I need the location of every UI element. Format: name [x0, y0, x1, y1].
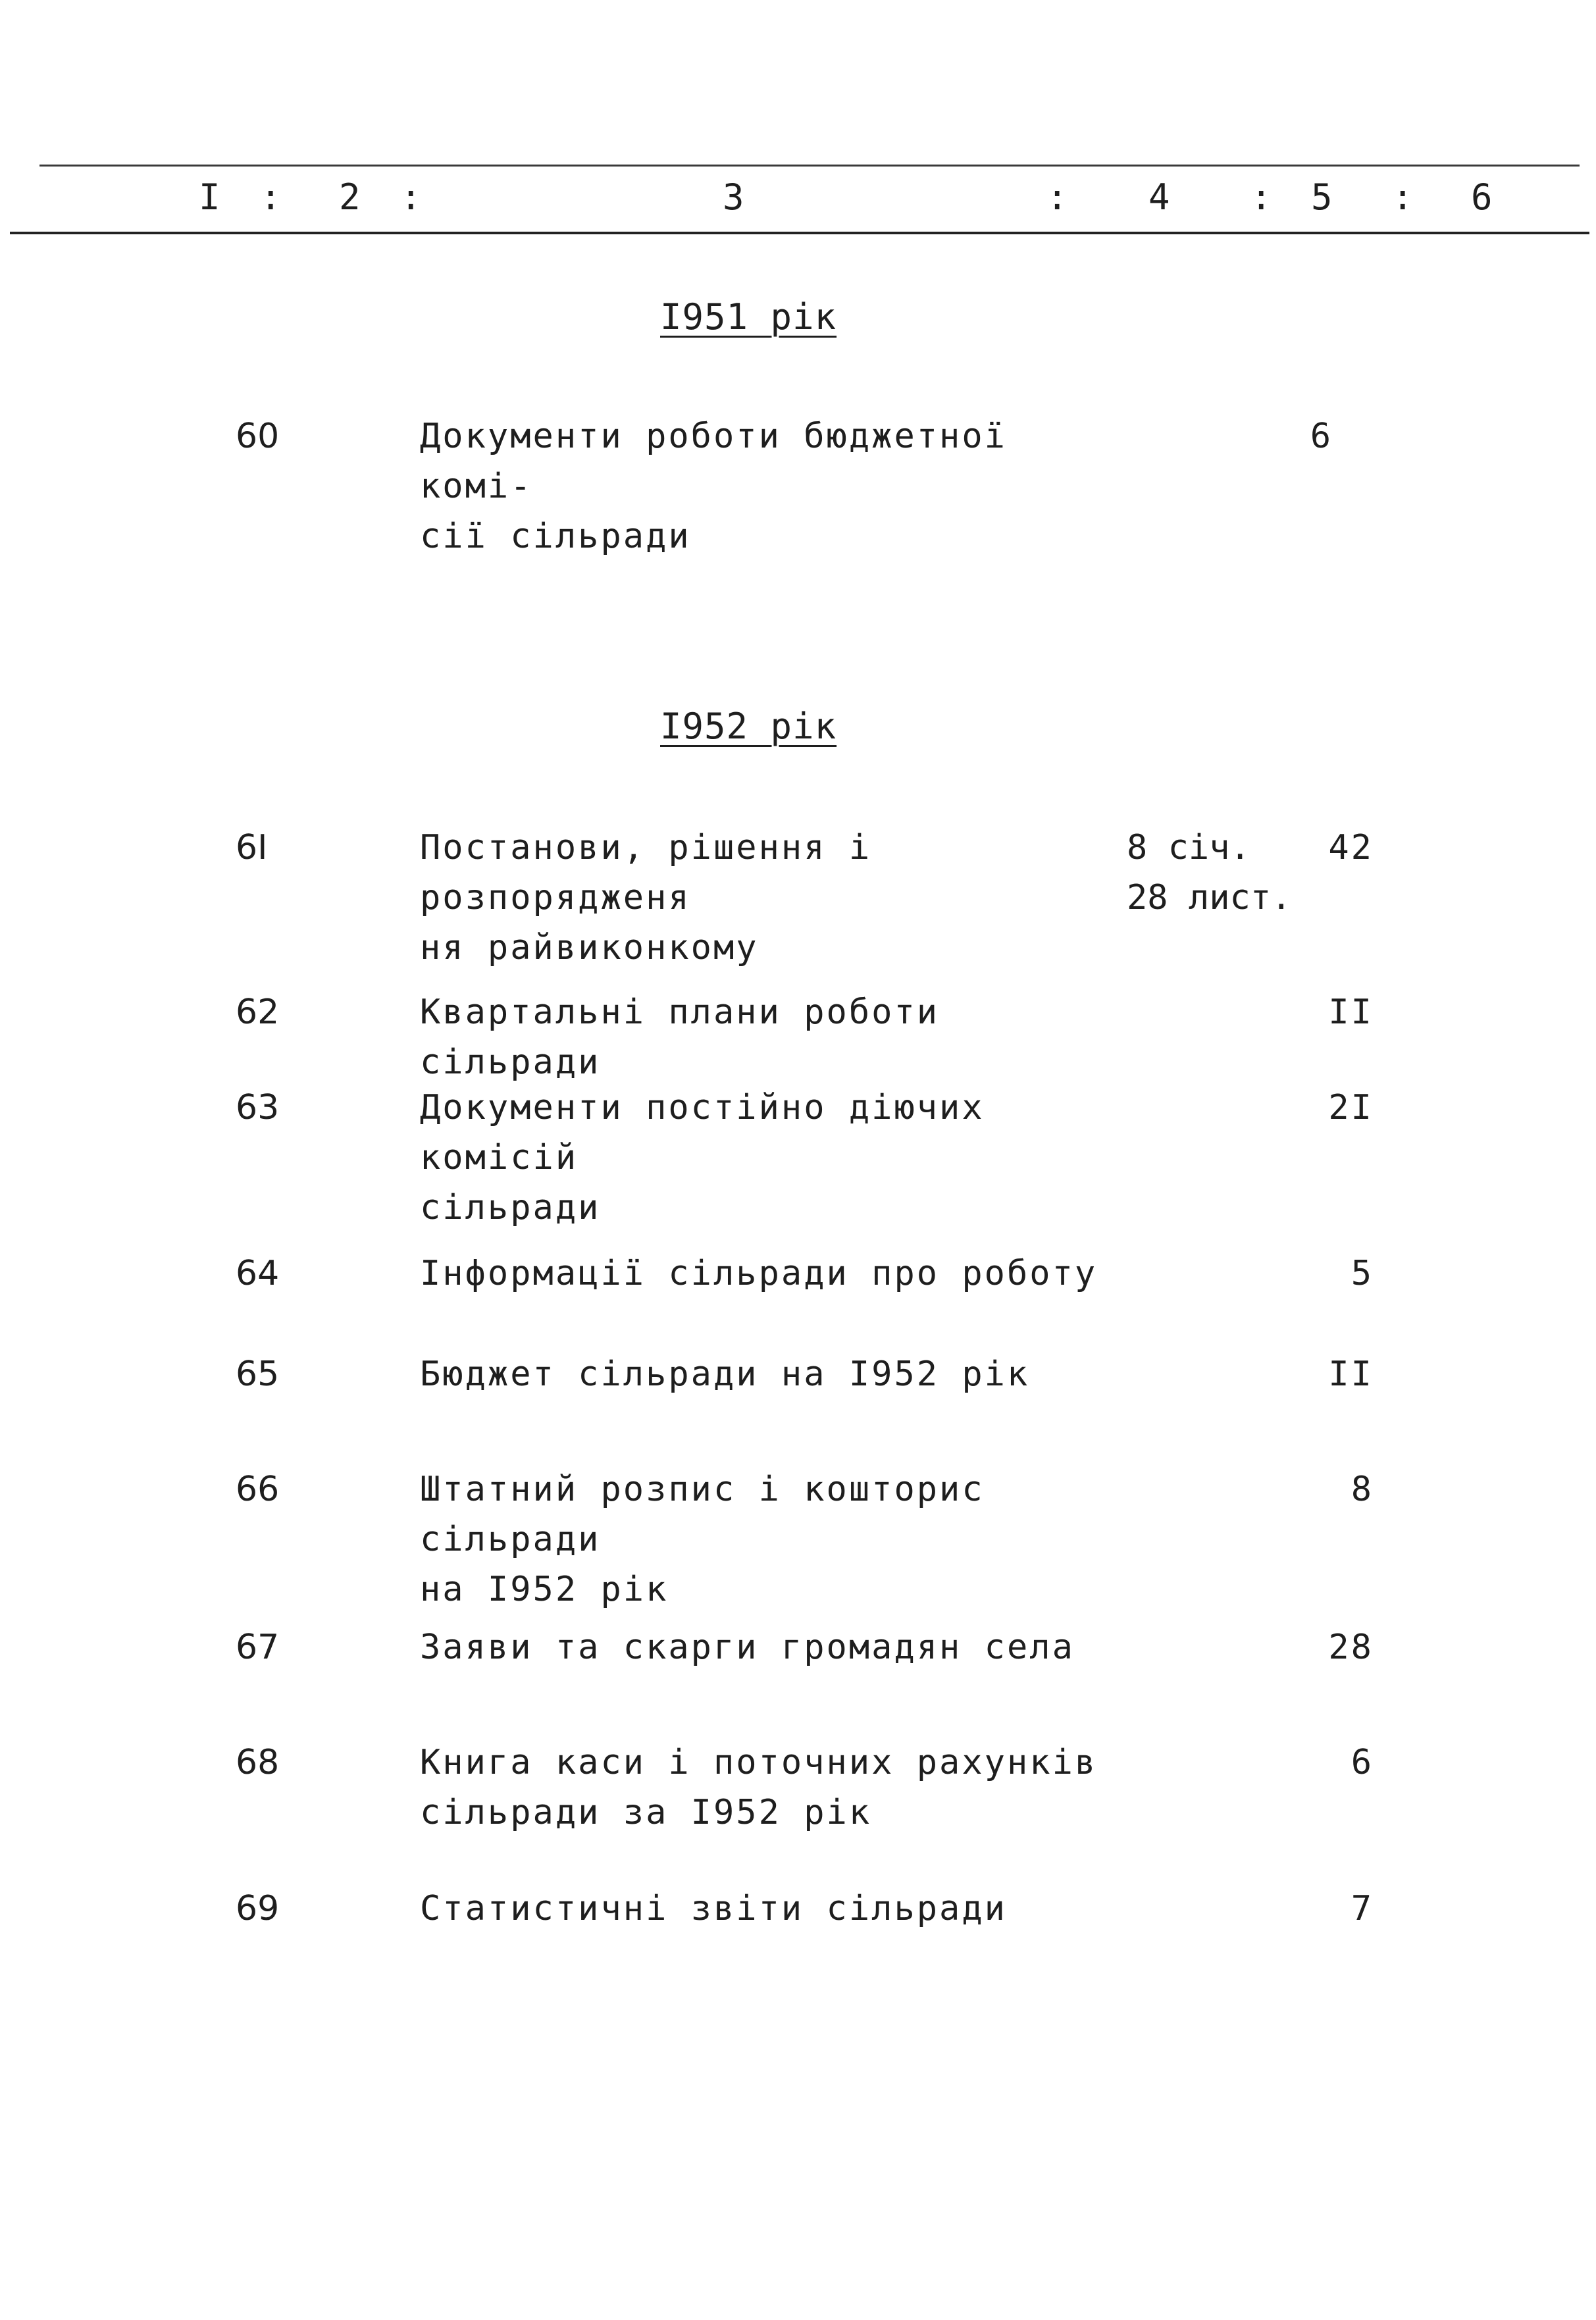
column-separator: : [1046, 176, 1069, 218]
item-sheet-count: 8 [1351, 1470, 1374, 1509]
item-title: Інформації сільради про роботу [420, 1254, 1098, 1293]
item-number: 63 [236, 1088, 280, 1127]
column-header-6: 6 [1471, 176, 1494, 218]
item-title: Штатний розпис і кошторис сільради на I952 рік [420, 1470, 985, 1609]
item-title: Документи роботи бюджетної комі- сії сільради [420, 417, 1007, 556]
column-header-5: 5 [1311, 176, 1334, 218]
item-number: 65 [236, 1354, 280, 1394]
item-title: Постанови, рішення і розпорядженя ня райвиконкому [420, 828, 872, 967]
item-title: Бюджет сільради на I952 рік [420, 1354, 1030, 1394]
item-title: Документи постійно діючих комісій сільради [420, 1088, 985, 1227]
item-number: 6I [236, 828, 268, 867]
item-number: 64 [236, 1254, 280, 1293]
item-sheet-count: 6 [1310, 417, 1333, 456]
header-top-rule [39, 165, 1580, 167]
column-header-3: 3 [723, 176, 746, 218]
column-separator: : [1392, 176, 1415, 218]
column-header-1: I [199, 176, 222, 218]
column-header-2: 2 [339, 176, 362, 218]
item-sheet-count: 42 [1328, 828, 1374, 867]
item-sheet-count: II [1328, 992, 1374, 1032]
column-separator: : [400, 176, 423, 218]
item-title: Квартальні плани роботи сільради [420, 992, 940, 1082]
item-sheet-count: 7 [1351, 1889, 1374, 1928]
item-number: 68 [236, 1743, 280, 1782]
year-heading-1951: I951 рік [660, 296, 837, 338]
header-bottom-rule [10, 232, 1589, 234]
item-title: Книга каси і поточних рахунків сільради за I952 рік [420, 1743, 1098, 1832]
item-title: Статистичні звіти сільради [420, 1889, 1007, 1928]
item-number: 67 [236, 1628, 280, 1667]
item-number: 69 [236, 1889, 280, 1928]
item-sheet-count: II [1328, 1354, 1374, 1394]
item-dates: 8 січ. 28 лист. [1127, 828, 1292, 917]
item-title: Заяви та скарги громадян села [420, 1628, 1075, 1667]
year-heading-1952: I952 рік [660, 706, 837, 747]
item-number: 60 [236, 417, 280, 456]
item-sheet-count: 5 [1351, 1254, 1374, 1293]
item-number: 66 [236, 1470, 280, 1509]
column-separator: : [260, 176, 283, 218]
item-sheet-count: 28 [1328, 1628, 1374, 1667]
column-header-4: 4 [1148, 176, 1171, 218]
column-separator: : [1250, 176, 1274, 218]
item-sheet-count: 2I [1328, 1088, 1374, 1127]
item-sheet-count: 6 [1351, 1743, 1374, 1782]
item-number: 62 [236, 992, 280, 1032]
